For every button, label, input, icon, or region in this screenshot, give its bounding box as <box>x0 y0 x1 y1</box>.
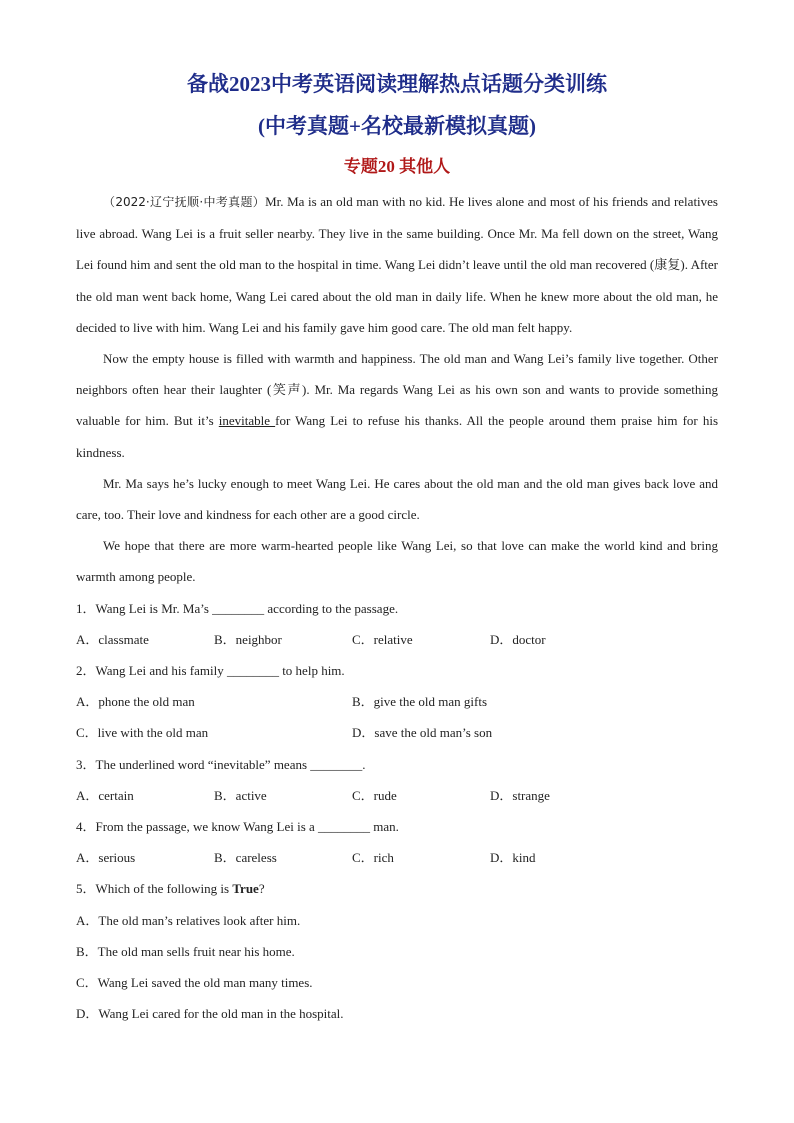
option: A．serious <box>76 850 136 866</box>
option: D．Wang Lei cared for the old man in the hospital. <box>76 1006 344 1022</box>
source-label: （2022·辽宁抚顺·中考真题） <box>103 195 266 209</box>
question-4-stem: 4．From the passage, we know Wang Lei is a ________ man. <box>76 819 399 835</box>
option: C．live with the old man <box>76 725 209 741</box>
passage-paragraph-2: Now the empty house is filled with warmth and happiness. The old man and Wang Lei’s family live together. Other neighbors often hear their laughter (笑声). Mr. Ma regards Wang Lei as his own son and wants to provide something valuable for him. But it’s inevitable for Wang Lei to refuse his thanks. All the people around them praise him for his kindness. <box>76 351 718 460</box>
option: C．rich <box>352 850 394 866</box>
option: B．The old man sells fruit near his home. <box>76 943 295 959</box>
question-1-options <box>76 624 718 655</box>
passage-paragraph-1: （2022·辽宁抚顺·中考真题）Mr. Ma is an old man with no kid. He lives alone and most of his friends and relatives live abroad. Wang Lei is a fruit seller nearby. They live in the same building. Once Mr. Ma fell down on the street, Wang Lei found him and sent the old man to the hospital in time. Wang Lei didn’t leave until the old man recovered (康复). After the old man went back home, Wang Lei cared about the old man in daily life. When he knew more about the old man, he decided to live with him. Wang Lei and his family gave him good care. The old man felt happy. <box>76 194 718 335</box>
question-5-stem: 5．Which of the following is True? <box>76 881 265 897</box>
question-4-options <box>76 842 718 873</box>
question-1-stem: 1．Wang Lei is Mr. Ma’s ________ according to the passage. <box>76 600 399 616</box>
question-2-stem: 2．Wang Lei and his family ________ to help him. <box>76 663 345 679</box>
option: D．kind <box>490 850 536 866</box>
option: C．Wang Lei saved the old man many times. <box>76 975 313 991</box>
option: C．relative <box>352 631 413 647</box>
question-3-options <box>76 780 718 811</box>
question-2-options-row2 <box>76 717 718 748</box>
option: C．rude <box>352 787 397 803</box>
option: D．save the old man’s son <box>352 725 493 741</box>
option: D．strange <box>490 787 550 803</box>
page-title-subline: (中考真题+名校最新模拟真题) <box>258 114 536 138</box>
question-2-options-row1 <box>76 686 718 717</box>
option: A．phone the old man <box>76 694 195 710</box>
option: D．doctor <box>490 631 546 647</box>
passage-paragraph-3: Mr. Ma says he’s lucky enough to meet Wang Lei. He cares about the old man and the old man gives back love and care, too. Their love and kindness for each other are a good circle. <box>76 475 718 523</box>
option: A．certain <box>76 787 134 803</box>
page-title: 备战2023中考英语阅读理解热点话题分类训练 <box>187 72 607 96</box>
option: A．The old man’s relatives look after him. <box>76 912 301 928</box>
option: B．give the old man gifts <box>352 694 488 710</box>
option: B．careless <box>214 850 277 866</box>
option: B．neighbor <box>214 631 282 647</box>
option: A．classmate <box>76 631 149 647</box>
passage-paragraph-4: We hope that there are more warm-hearted people like Wang Lei, so that love can make the world kind and bring warmth among people. <box>76 538 718 585</box>
topic-title: 专题20 其他人 <box>343 157 451 176</box>
option: B．active <box>214 787 267 803</box>
document-body <box>76 186 718 1029</box>
underlined-word: inevitable <box>218 413 276 429</box>
question-3-stem: 3．The underlined word “inevitable” means ________. <box>76 756 366 772</box>
